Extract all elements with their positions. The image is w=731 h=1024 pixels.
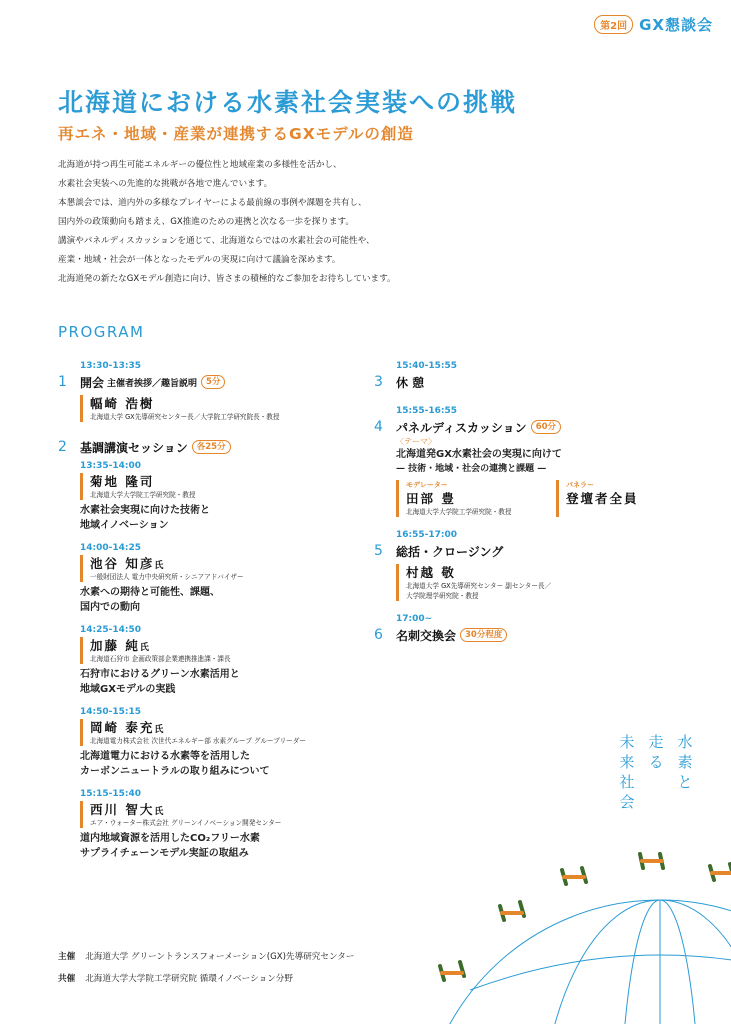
topic-line: 地域イノベーション	[80, 520, 169, 531]
program-heading: PROGRAM	[58, 323, 145, 341]
program-column-left	[58, 360, 358, 861]
item-title: 名刺交換会	[396, 628, 457, 643]
item-time: 15:55-16:55	[396, 406, 458, 416]
keynote-talk	[58, 460, 358, 533]
panelist-block	[556, 480, 639, 517]
event-name: GX懇談会	[639, 16, 713, 34]
talk-topic	[80, 503, 358, 533]
globe-illustration	[420, 840, 731, 1024]
speaker-block	[396, 564, 704, 601]
theme-label: 〈テーマ〉	[396, 437, 436, 446]
speaker-affiliation: エア・ウォーター株式会社 グリーンイノベーション開発センター	[90, 819, 282, 827]
item-note: 主催者挨拶／趣旨説明	[107, 378, 198, 389]
item-title: 開会	[80, 375, 105, 390]
speaker-name: 村越 敬	[406, 565, 456, 580]
intro-line: 北海道が持つ再生可能エネルギーの優位性と地域産業の多様性を活かし、	[58, 160, 342, 170]
tagline-column-2: 走 る	[648, 733, 664, 771]
program-item-panel	[374, 405, 704, 517]
speaker-block	[80, 473, 358, 500]
speaker-block	[80, 719, 358, 746]
speaker-name: 西川 智大	[90, 802, 155, 817]
theme-line: 北海道発GX水素社会の実現に向けて	[396, 449, 562, 460]
item-number: 4	[374, 419, 383, 435]
speaker-name: 加藤 純	[90, 638, 140, 653]
h2-molecule-icon	[710, 864, 731, 880]
h2-molecule-icon	[640, 854, 663, 868]
h2-molecule-icon	[440, 962, 464, 980]
organizer-label: 主催	[58, 952, 76, 962]
intro-line: 産業・地域・社会が一体となったモデルの実現に向けて議論を深めます。	[58, 255, 341, 265]
talk-topic	[80, 585, 358, 615]
talk-time: 14:50-15:15	[80, 707, 142, 717]
speaker-name: 菊地 隆司	[90, 474, 155, 489]
speaker-block	[80, 637, 358, 664]
item-title: 休 憩	[396, 375, 425, 390]
speaker-name: 池谷 知彦	[90, 556, 155, 571]
organizer-line	[58, 946, 354, 968]
topic-line: 道内地域資源を活用したCO₂フリー水素	[80, 833, 260, 844]
speaker-affiliation: 北海道大学 GX先導研究センター 副センター長／	[406, 582, 552, 590]
item-number: 3	[374, 374, 383, 390]
tagline-column-1: 水 素 と	[677, 733, 693, 791]
item-number: 5	[374, 543, 383, 559]
speaker-name: 幅崎 浩樹	[90, 396, 155, 411]
duration-pill: 30分程度	[460, 628, 507, 642]
intro-line: 水素社会実装への先進的な挑戦が各地で進んでいます。	[58, 179, 273, 189]
moderator-name: 田部 豊	[406, 491, 456, 506]
topic-line: 北海道電力における水素等を活用した	[80, 751, 250, 762]
topic-line: 国内での動向	[80, 602, 140, 613]
moderator-label: モデレーター	[406, 481, 448, 489]
keynote-talk	[58, 542, 358, 615]
program-item-opening	[58, 360, 358, 422]
speaker-affiliation: 北海道大学 GX先導研究センター長／大学院工学研究院長・教授	[90, 413, 280, 421]
topic-line: 水素社会実現に向けた技術と	[80, 505, 210, 516]
panel-members	[374, 480, 704, 517]
speaker-block	[80, 395, 358, 422]
moderator-block	[396, 480, 546, 517]
talk-topic	[80, 667, 358, 697]
speaker-honorific: 氏	[154, 725, 164, 735]
topic-line: サプライチェーンモデル実証の取組み	[80, 848, 249, 859]
panelist-name: 登壇者全員	[566, 491, 639, 506]
speaker-honorific: 氏	[139, 643, 149, 653]
talk-time: 15:15-15:40	[80, 789, 142, 799]
item-time: 15:40-15:55	[396, 361, 458, 371]
talk-time: 14:25-14:50	[80, 625, 142, 635]
speaker-affiliation: 大学院理学研究院・教授	[406, 592, 479, 600]
co-organizer-name: 北海道大学大学院工学研究院 循環イノベーション分野	[85, 974, 293, 984]
duration-pill: 5分	[201, 375, 225, 389]
item-title: 基調講演セッション	[80, 440, 188, 455]
topic-line: 水素への期待と可能性、課題、	[80, 587, 220, 598]
talk-time: 14:00-14:25	[80, 543, 142, 553]
speaker-honorific: 氏	[154, 807, 164, 817]
speaker-honorific: 氏	[154, 561, 164, 571]
item-title: 総括・クロージング	[396, 544, 504, 559]
program-column-right	[374, 360, 704, 644]
moderator-affiliation: 北海道大学大学院工学研究院・教授	[406, 508, 512, 516]
duration-pill: 各25分	[192, 440, 231, 454]
panelist-label: パネラー	[566, 481, 594, 489]
globe-parallel	[470, 955, 731, 990]
keynote-talk	[58, 788, 358, 861]
keynote-talk	[58, 624, 358, 697]
talk-time: 13:35-14:00	[80, 461, 142, 471]
page-title: 北海道における水素社会実装への挑戦	[58, 88, 518, 117]
intro-line: 北海道発の新たなGXモデル創造に向け、皆さまの積極的なご参加をお待ちしています。	[58, 274, 396, 284]
program-item-networking	[374, 613, 704, 644]
item-time: 16:55-17:00	[396, 530, 458, 540]
talk-topic	[80, 749, 358, 779]
program-item-closing	[374, 529, 704, 601]
item-time: 17:00~	[396, 614, 433, 624]
page-subtitle: 再エネ・地域・産業が連携するGXモデルの創造	[58, 125, 414, 143]
duration-pill: 60分	[531, 420, 561, 434]
speaker-block	[80, 801, 358, 828]
program-item-break	[374, 360, 704, 391]
co-organizer-line	[58, 968, 354, 990]
topic-line: カーボンニュートラルの取り組みについて	[80, 766, 270, 777]
footer	[58, 946, 354, 990]
talk-topic	[80, 831, 358, 861]
program-item-keynote	[58, 438, 358, 861]
hydrogen-molecules	[440, 854, 731, 980]
event-badge	[594, 14, 713, 35]
topic-line: 地域GXモデルの実践	[80, 684, 176, 695]
edition-badge: 第2回	[594, 15, 633, 34]
item-time: 13:30-13:35	[80, 361, 142, 371]
h2-molecule-icon	[562, 868, 586, 884]
item-number: 2	[58, 439, 67, 455]
organizer-name: 北海道大学 グリーントランスフォーメーション(GX)先導研究センター	[85, 952, 355, 962]
item-number: 1	[58, 374, 67, 390]
intro-line: 国内外の政策動向も踏まえ、GX推進のための連携と次なる一歩を探ります。	[58, 217, 354, 227]
intro-line: 本懇談会では、道内外の多様なプレイヤーによる最前線の事例や課題を共有し、	[58, 198, 367, 208]
co-organizer-label: 共催	[58, 974, 76, 984]
item-title: パネルディスカッション	[396, 420, 527, 435]
topic-line: 石狩市におけるグリーン水素活用と	[80, 669, 240, 680]
h2-molecule-icon	[500, 902, 524, 920]
intro-text	[58, 156, 498, 289]
speaker-affiliation: 一般財団法人 電力中央研究所・シニアアドバイザー	[90, 573, 244, 581]
item-number: 6	[374, 627, 383, 643]
speaker-affiliation: 北海道電力株式会社 次世代エネルギー部 水素グループ グループリーダー	[90, 737, 306, 745]
speaker-name: 岡崎 泰充	[90, 720, 155, 735]
keynote-talk	[58, 706, 358, 779]
intro-line: 講演やパネルディスカッションを通じて、北海道ならではの水素社会の可能性や、	[58, 236, 375, 246]
speaker-affiliation: 北海道石狩市 企画政策部企業連携推進課・課長	[90, 655, 231, 663]
speaker-affiliation: 北海道大学大学院工学研究院・教授	[90, 491, 196, 499]
theme-line: — 技術・地域・社会の連携と課題 —	[396, 464, 547, 474]
tagline-column-3: 未 来 社 会	[619, 733, 635, 811]
speaker-block	[80, 555, 358, 582]
